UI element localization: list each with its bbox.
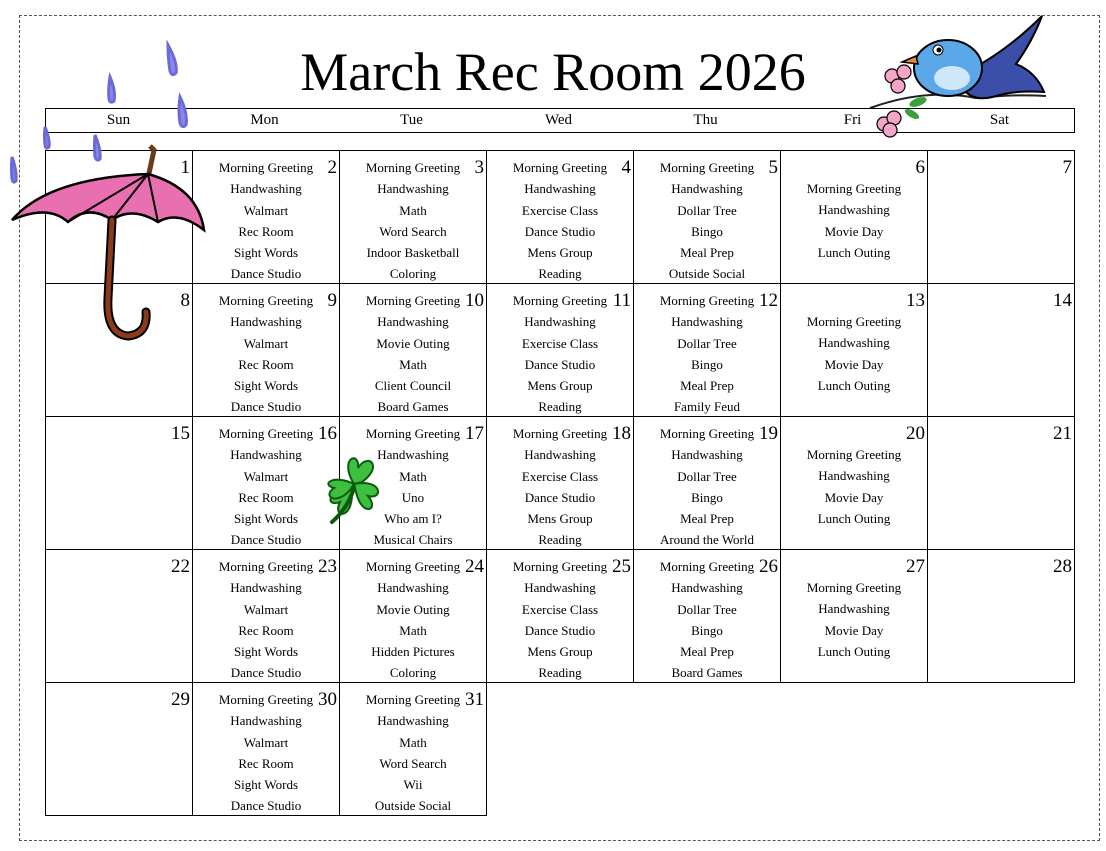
- activity-item: Morning Greeting: [806, 580, 902, 595]
- day-cell: [780, 549, 928, 683]
- day-number: 10: [465, 290, 484, 311]
- day-cell: [486, 549, 634, 683]
- day-number: 17: [465, 423, 484, 444]
- day-number: 14: [1053, 290, 1072, 311]
- activity-item: Handwashing: [818, 202, 890, 218]
- activity-item: Dollar Tree: [677, 335, 737, 351]
- activity-item: Dance Studio: [230, 532, 302, 548]
- activity-item: Movie Outing: [376, 335, 450, 351]
- day-cell: [339, 549, 487, 683]
- activity-item: Morning Greeting: [218, 426, 314, 441]
- activity-item: Rec Room: [238, 622, 294, 638]
- activity-item: Walmart: [243, 601, 289, 617]
- activity-item: Handwashing: [230, 447, 302, 463]
- day-number: 9: [327, 290, 337, 311]
- activity-item: Exercise Class: [521, 468, 599, 484]
- day-number: 27: [906, 556, 925, 577]
- activity-item: Rec Room: [238, 755, 294, 771]
- activity-list: [781, 577, 927, 662]
- activity-item: Dance Studio: [524, 489, 596, 505]
- activity-item: Around the World: [659, 532, 755, 548]
- day-cell: [192, 549, 340, 683]
- day-number: 13: [906, 290, 925, 311]
- activity-item: Handwashing: [671, 580, 743, 596]
- activity-item: Morning Greeting: [806, 314, 902, 329]
- activity-item: Morning Greeting: [512, 293, 608, 308]
- activity-item: Handwashing: [818, 468, 890, 484]
- activity-item: Morning Greeting: [218, 559, 314, 574]
- day-number: 24: [465, 556, 484, 577]
- activity-item: Bingo: [691, 356, 723, 372]
- day-number: 30: [318, 689, 337, 710]
- day-number: 7: [1062, 157, 1072, 178]
- day-number: 31: [465, 689, 484, 710]
- activity-item: Walmart: [243, 468, 289, 484]
- day-number: 2: [327, 157, 337, 178]
- activity-item: Reading: [538, 399, 582, 415]
- day-number: 12: [759, 290, 778, 311]
- activity-item: Dance Studio: [524, 223, 596, 239]
- activity-item: Morning Greeting: [365, 692, 461, 707]
- activity-item: Dance Studio: [230, 798, 302, 814]
- activity-item: Morning Greeting: [659, 160, 755, 175]
- activity-list: [340, 556, 486, 684]
- activity-item: Coloring: [389, 665, 437, 681]
- day-number: 20: [906, 423, 925, 444]
- day-number: 11: [612, 290, 631, 311]
- activity-item: Wii: [403, 777, 423, 793]
- day-cell: [192, 150, 340, 284]
- activity-item: Musical Chairs: [373, 532, 453, 548]
- day-cell: [45, 416, 193, 550]
- day-number: 4: [621, 157, 631, 178]
- activity-item: Math: [399, 202, 427, 218]
- day-cell: [192, 283, 340, 417]
- activity-list: [487, 290, 633, 418]
- activity-item: Mens Group: [527, 245, 593, 261]
- activity-item: Lunch Outing: [817, 244, 891, 260]
- activity-item: Math: [399, 734, 427, 750]
- day-number: 22: [171, 556, 190, 577]
- activity-item: Handwashing: [230, 713, 302, 729]
- activity-list: [193, 556, 339, 684]
- activity-item: Word Search: [379, 755, 447, 771]
- activity-list: [634, 423, 780, 551]
- activity-item: Movie Day: [824, 356, 884, 372]
- day-cell: [339, 283, 487, 417]
- activity-item: Meal Prep: [680, 378, 734, 394]
- activity-list: [781, 178, 927, 263]
- activity-item: Handwashing: [377, 713, 449, 729]
- activity-item: Walmart: [243, 202, 289, 218]
- day-number: 28: [1053, 556, 1072, 577]
- day-number: 23: [318, 556, 337, 577]
- activity-item: Sight Words: [233, 245, 299, 261]
- activity-item: Handwashing: [524, 447, 596, 463]
- activity-item: Board Games: [377, 399, 449, 415]
- activity-item: Mens Group: [527, 644, 593, 660]
- day-cell: [780, 416, 928, 550]
- activity-item: Handwashing: [230, 580, 302, 596]
- weekday-wed: Wed: [544, 112, 573, 128]
- activity-item: Client Council: [374, 378, 452, 394]
- activity-item: Reading: [538, 665, 582, 681]
- day-cell: [780, 150, 928, 284]
- activity-item: Handwashing: [377, 181, 449, 197]
- activity-item: Morning Greeting: [365, 426, 461, 441]
- activity-item: Morning Greeting: [806, 181, 902, 196]
- day-cell: [192, 682, 340, 816]
- activity-item: Handwashing: [818, 335, 890, 351]
- day-number: 8: [180, 290, 190, 311]
- day-cell: [339, 150, 487, 284]
- day-cell: [927, 150, 1075, 284]
- activity-item: Morning Greeting: [218, 692, 314, 707]
- activity-item: Rec Room: [238, 223, 294, 239]
- activity-item: Dance Studio: [230, 399, 302, 415]
- activity-item: Handwashing: [377, 314, 449, 330]
- day-cell: [45, 682, 193, 816]
- day-cell: [927, 549, 1075, 683]
- activity-item: Rec Room: [238, 356, 294, 372]
- activity-item: Morning Greeting: [806, 447, 902, 462]
- activity-item: Uno: [401, 489, 425, 505]
- day-number: 15: [171, 423, 190, 444]
- activity-item: Indoor Basketball: [366, 245, 460, 261]
- activity-item: Sight Words: [233, 644, 299, 660]
- shamrock-icon: [318, 448, 390, 530]
- day-number: 1: [180, 157, 190, 178]
- activity-list: [634, 556, 780, 684]
- activity-item: Handwashing: [377, 447, 449, 463]
- activity-item: Lunch Outing: [817, 643, 891, 659]
- activity-list: [340, 290, 486, 418]
- activity-list: [634, 157, 780, 285]
- activity-item: Meal Prep: [680, 511, 734, 527]
- day-cell: [486, 283, 634, 417]
- activity-item: Dance Studio: [524, 356, 596, 372]
- activity-item: Handwashing: [377, 580, 449, 596]
- bluebird-icon: [866, 12, 1052, 140]
- activity-list: [193, 157, 339, 285]
- activity-item: Meal Prep: [680, 644, 734, 660]
- activity-item: Outside Social: [668, 266, 746, 282]
- activity-list: [193, 689, 339, 817]
- activity-item: Hidden Pictures: [371, 644, 455, 660]
- activity-list: [781, 444, 927, 529]
- day-number: 25: [612, 556, 631, 577]
- activity-item: Walmart: [243, 734, 289, 750]
- activity-item: Outside Social: [374, 798, 452, 814]
- day-cell: [339, 682, 487, 816]
- activity-item: Dance Studio: [230, 665, 302, 681]
- activity-item: Dance Studio: [524, 622, 596, 638]
- day-cell: [927, 416, 1075, 550]
- activity-item: Dollar Tree: [677, 468, 737, 484]
- activity-item: Handwashing: [524, 314, 596, 330]
- activity-list: [781, 311, 927, 396]
- activity-item: Math: [399, 468, 427, 484]
- activity-item: Math: [399, 356, 427, 372]
- day-number: 16: [318, 423, 337, 444]
- weekday-thu: Thu: [693, 112, 718, 128]
- day-number: 19: [759, 423, 778, 444]
- activity-item: Sight Words: [233, 777, 299, 793]
- activity-item: Morning Greeting: [659, 426, 755, 441]
- weekday-fri: Fri: [843, 112, 862, 128]
- activity-item: Sight Words: [233, 378, 299, 394]
- day-number: 29: [171, 689, 190, 710]
- activity-item: Dollar Tree: [677, 202, 737, 218]
- day-number: 5: [768, 157, 778, 178]
- activity-item: Handwashing: [671, 314, 743, 330]
- activity-item: Handwashing: [230, 181, 302, 197]
- activity-item: Movie Day: [824, 223, 884, 239]
- activity-list: [487, 157, 633, 285]
- day-cell: [45, 549, 193, 683]
- activity-item: Mens Group: [527, 511, 593, 527]
- activity-item: Lunch Outing: [817, 377, 891, 393]
- day-cell: [927, 283, 1075, 417]
- activity-item: Movie Outing: [376, 601, 450, 617]
- weekday-sun: Sun: [106, 112, 131, 128]
- activity-item: Who am I?: [384, 511, 442, 527]
- day-number: 18: [612, 423, 631, 444]
- activity-item: Board Games: [671, 665, 743, 681]
- day-cell: [633, 549, 781, 683]
- day-cell: [486, 416, 634, 550]
- activity-item: Morning Greeting: [365, 559, 461, 574]
- activity-item: Family Feud: [673, 399, 741, 415]
- activity-item: Handwashing: [524, 181, 596, 197]
- activity-item: Reading: [538, 532, 582, 548]
- activity-item: Movie Day: [824, 622, 884, 638]
- activity-item: Bingo: [691, 622, 723, 638]
- activity-item: Lunch Outing: [817, 510, 891, 526]
- day-cell: [633, 150, 781, 284]
- activity-list: [634, 290, 780, 418]
- day-number: 21: [1053, 423, 1072, 444]
- activity-item: Word Search: [379, 223, 447, 239]
- activity-item: Morning Greeting: [218, 160, 314, 175]
- activity-list: [487, 423, 633, 551]
- day-cell: [486, 150, 634, 284]
- activity-item: Handwashing: [230, 314, 302, 330]
- activity-item: Handwashing: [524, 580, 596, 596]
- activity-item: Coloring: [389, 266, 437, 282]
- activity-item: Bingo: [691, 223, 723, 239]
- activity-list: [340, 689, 486, 817]
- activity-item: Morning Greeting: [512, 160, 608, 175]
- activity-item: Dance Studio: [230, 266, 302, 282]
- activity-item: Walmart: [243, 335, 289, 351]
- weekday-sat: Sat: [989, 112, 1010, 128]
- activity-item: Morning Greeting: [659, 559, 755, 574]
- activity-item: Morning Greeting: [365, 293, 461, 308]
- activity-item: Movie Day: [824, 489, 884, 505]
- activity-item: Reading: [538, 266, 582, 282]
- day-number: 26: [759, 556, 778, 577]
- activity-item: Handwashing: [671, 447, 743, 463]
- activity-item: Bingo: [691, 489, 723, 505]
- day-cell: [633, 283, 781, 417]
- activity-list: [340, 157, 486, 285]
- day-number: 6: [915, 157, 925, 178]
- page-title: March Rec Room 2026: [300, 42, 806, 102]
- umbrella-icon: [8, 138, 213, 358]
- activity-item: Handwashing: [818, 601, 890, 617]
- activity-item: Math: [399, 622, 427, 638]
- activity-list: [487, 556, 633, 684]
- activity-item: Morning Greeting: [512, 559, 608, 574]
- activity-item: Morning Greeting: [218, 293, 314, 308]
- activity-item: Handwashing: [671, 181, 743, 197]
- day-cell: [633, 416, 781, 550]
- activity-item: Sight Words: [233, 511, 299, 527]
- activity-item: Dollar Tree: [677, 601, 737, 617]
- weekday-mon: Mon: [250, 112, 279, 128]
- activity-item: Rec Room: [238, 489, 294, 505]
- activity-item: Exercise Class: [521, 335, 599, 351]
- activity-item: Exercise Class: [521, 601, 599, 617]
- day-number: 3: [474, 157, 484, 178]
- activity-item: Morning Greeting: [365, 160, 461, 175]
- day-cell: [780, 283, 928, 417]
- weekday-tue: Tue: [400, 112, 423, 128]
- activity-item: Meal Prep: [680, 245, 734, 261]
- activity-item: Mens Group: [527, 378, 593, 394]
- activity-list: [193, 290, 339, 418]
- activity-item: Morning Greeting: [659, 293, 755, 308]
- activity-item: Exercise Class: [521, 202, 599, 218]
- activity-item: Morning Greeting: [512, 426, 608, 441]
